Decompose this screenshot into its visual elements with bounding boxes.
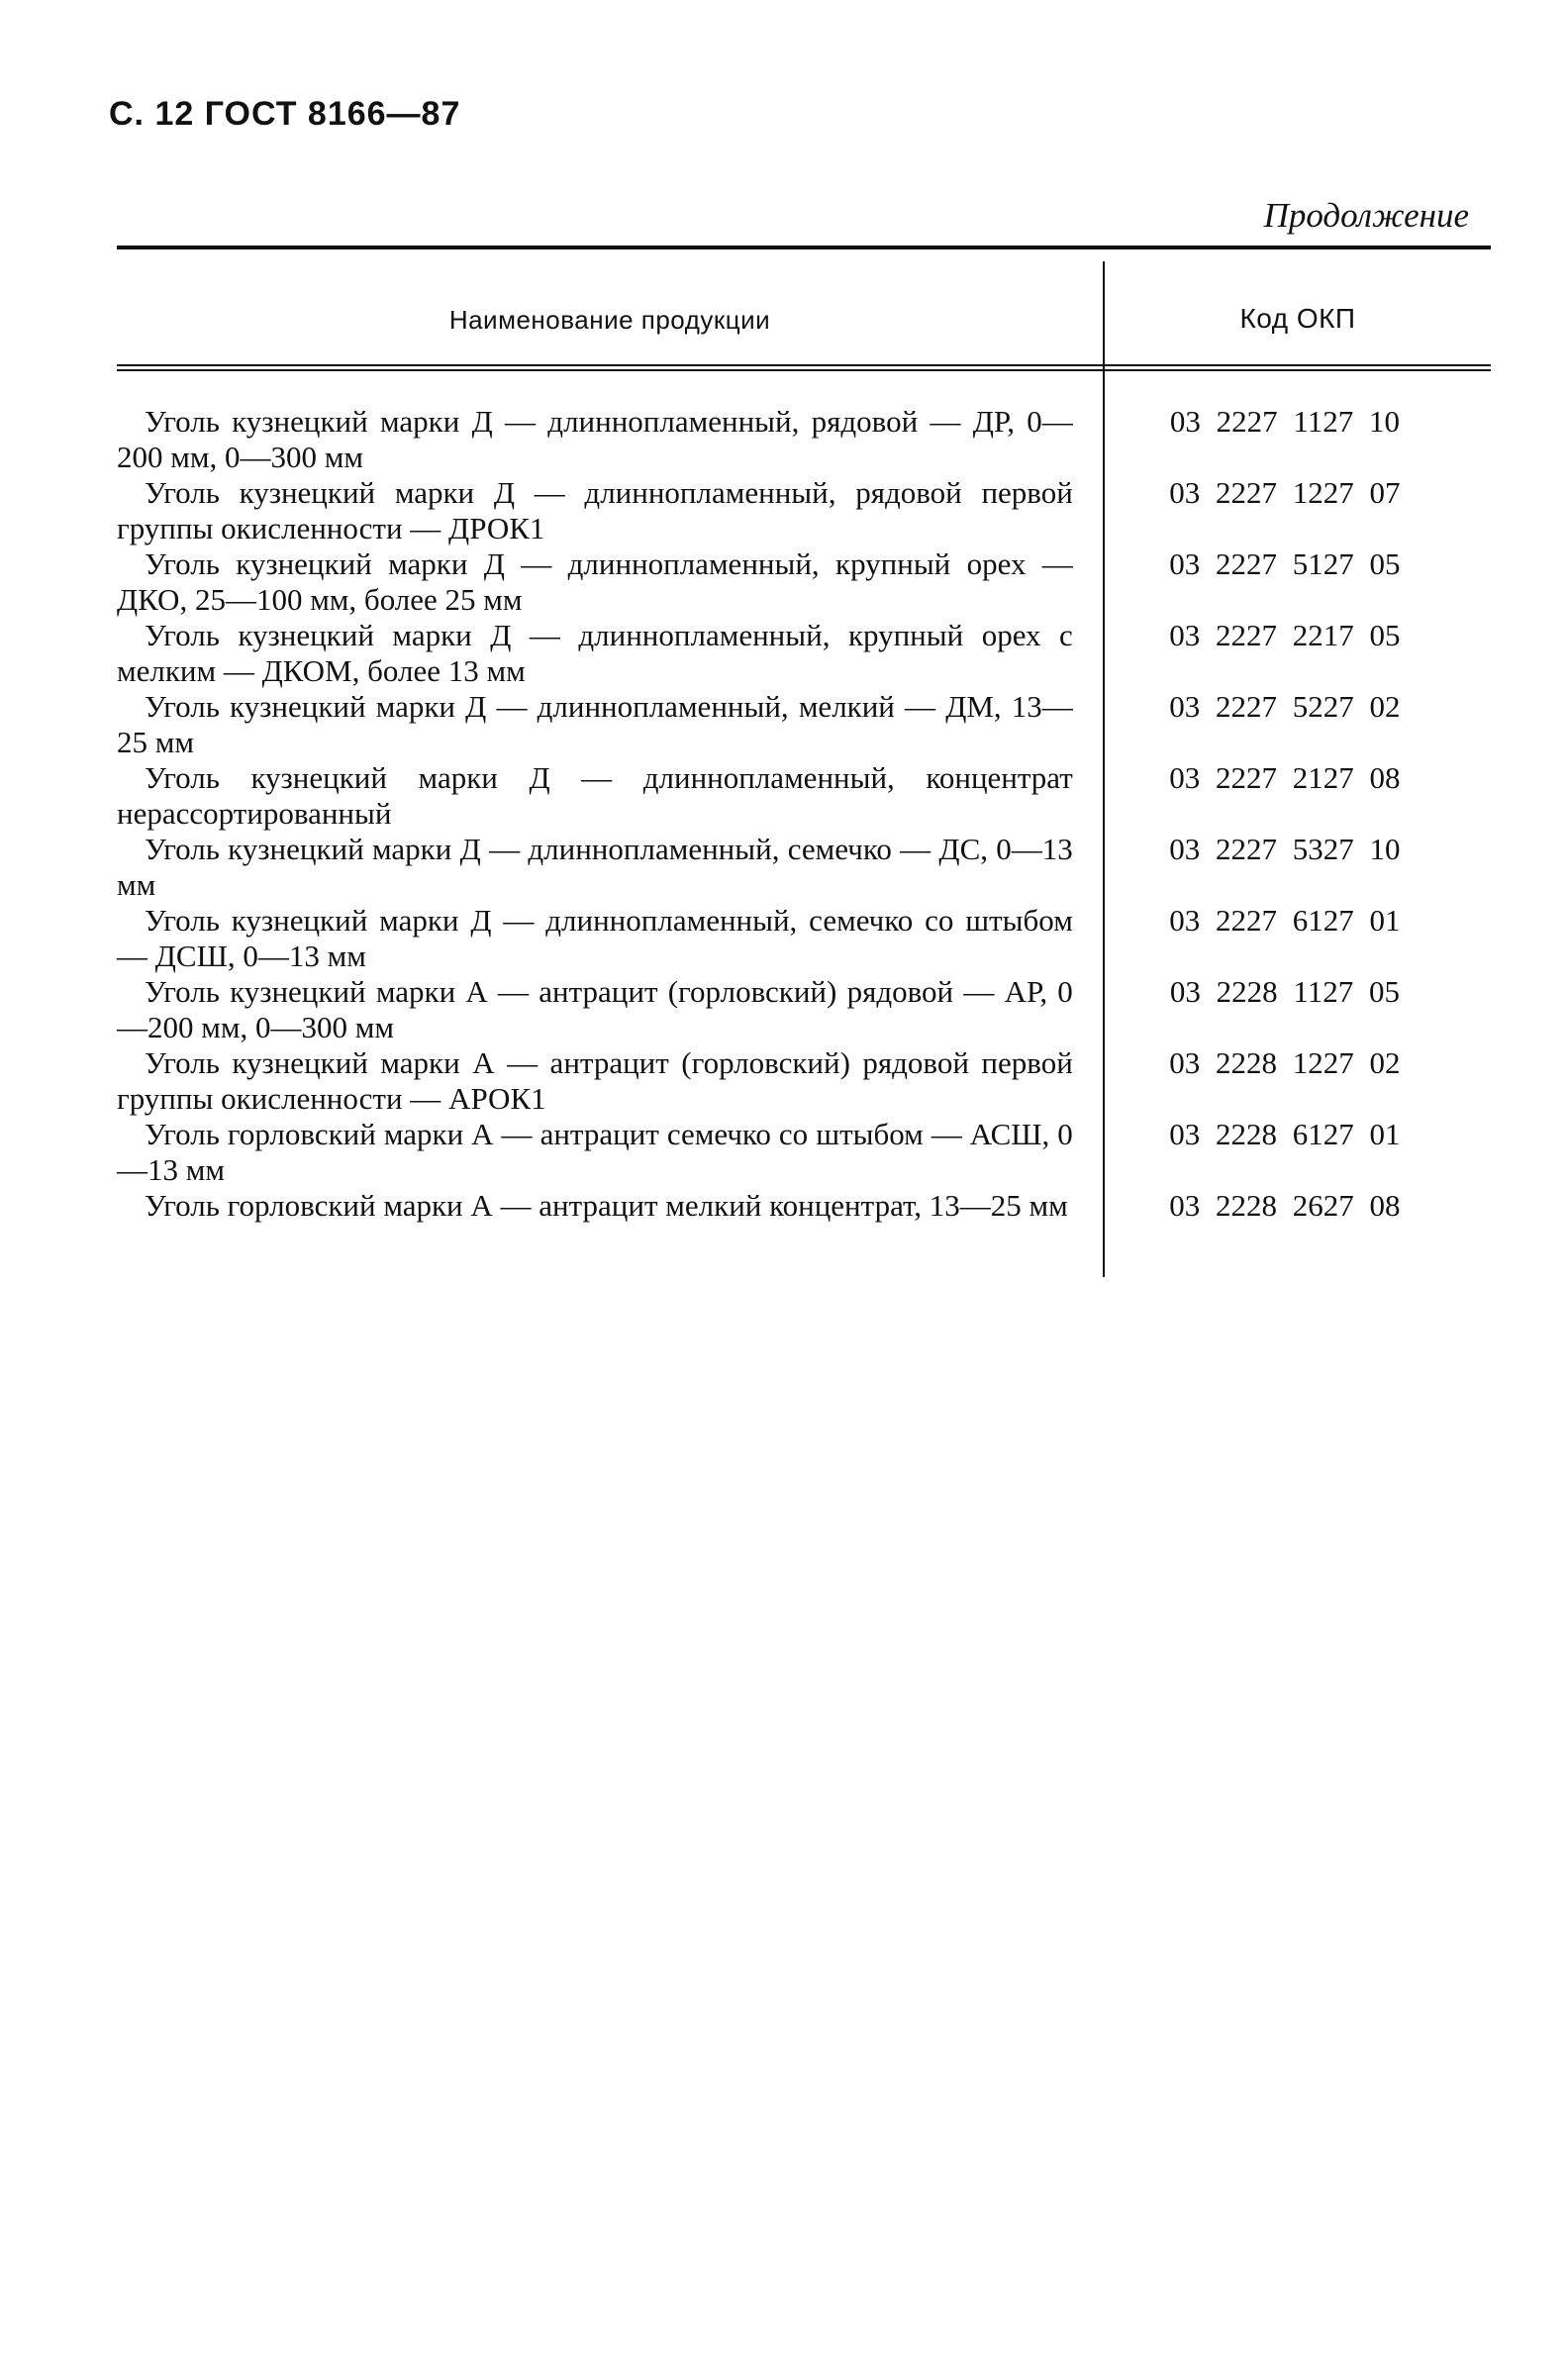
header-double-rule	[117, 364, 1491, 371]
okp-code-cell: 03 2228 1127 05	[1169, 974, 1400, 1009]
product-name-cell: Уголь кузнецкий марки А — антрацит (горловский) рядовой первой группы окисленности — АРОК1	[117, 1045, 1073, 1116]
product-name-cell: Уголь кузнецкий марки Д — длиннопламенный, крупный орех — ДКО, 25—100 мм, более 25 мм	[117, 546, 1073, 617]
product-name-cell: Уголь кузнецкий марки Д — длиннопламенный, крупный орех с мелким — ДКОМ, более 13 мм	[117, 618, 1073, 688]
okp-code-cell: 03 2228 6127 01	[1169, 1117, 1401, 1151]
table-row	[117, 689, 1491, 760]
product-name-cell: Уголь кузнецкий марки Д — длиннопламенный, мелкий — ДМ, 13—25 мм	[117, 689, 1073, 759]
table-row	[117, 618, 1491, 689]
product-name-cell: Уголь горловский марки А — антрацит мелкий концентрат, 13—25 мм	[145, 1188, 1068, 1223]
okp-code-cell: 03 2228 1227 02	[1169, 1045, 1401, 1080]
continuation-label: Продолжение	[1263, 196, 1469, 235]
table-row	[117, 974, 1491, 1045]
okp-code-cell: 03 2227 5127 05	[1169, 546, 1401, 581]
okp-code-cell: 03 2227 1227 07	[1169, 475, 1401, 510]
product-name-cell: Уголь кузнецкий марки Д — длиннопламенный, рядовой — ДР, 0—200 мм, 0—300 мм	[117, 404, 1073, 474]
okp-code-cell: 03 2227 2217 05	[1169, 618, 1401, 652]
table-row	[117, 404, 1491, 475]
product-table	[117, 246, 1491, 1280]
table-row	[117, 903, 1491, 974]
product-name-cell: Уголь кузнецкий марки Д — длиннопламенный, рядовой первой группы окисленности — ДРОК1	[117, 475, 1073, 545]
product-name-cell: Уголь кузнецкий марки Д — длиннопламенный, концентрат нерассортированный	[117, 760, 1073, 831]
okp-code-cell: 03 2227 5227 02	[1169, 689, 1401, 724]
table-row	[117, 475, 1491, 546]
okp-code-cell: 03 2227 2127 08	[1169, 760, 1401, 795]
okp-code-cell: 03 2227 5327 10	[1169, 832, 1401, 866]
product-name-cell: Уголь кузнецкий марки Д — длиннопламенный, семечко — ДС, 0—13 мм	[117, 832, 1073, 902]
table-row	[117, 1188, 1491, 1259]
column-header-name: Наименование продукции	[448, 305, 771, 335]
table-row	[117, 832, 1491, 903]
table-row	[117, 546, 1491, 618]
product-name-cell: Уголь кузнецкий марки Д — длиннопламенный, семечко со штыбом — ДСШ, 0—13 мм	[117, 903, 1073, 973]
table-row	[117, 1045, 1491, 1117]
page-header: С. 12 ГОСТ 8166—87	[109, 95, 461, 133]
table-row	[117, 760, 1491, 832]
okp-code-cell: 03 2227 1127 10	[1169, 404, 1400, 439]
table-top-rule	[117, 246, 1491, 249]
table-row	[117, 1117, 1491, 1188]
column-header-code: Код ОКП	[1239, 303, 1356, 334]
okp-code-cell: 03 2227 6127 01	[1169, 903, 1401, 938]
okp-code-cell: 03 2228 2627 08	[1169, 1188, 1401, 1223]
product-name-cell: Уголь кузнецкий марки А — антрацит (горловский) рядовой — АР, 0—200 мм, 0—300 мм	[117, 974, 1073, 1044]
table-body	[117, 404, 1491, 1259]
product-name-cell: Уголь горловский марки А — антрацит семечко со штыбом — АСШ, 0—13 мм	[117, 1117, 1073, 1187]
